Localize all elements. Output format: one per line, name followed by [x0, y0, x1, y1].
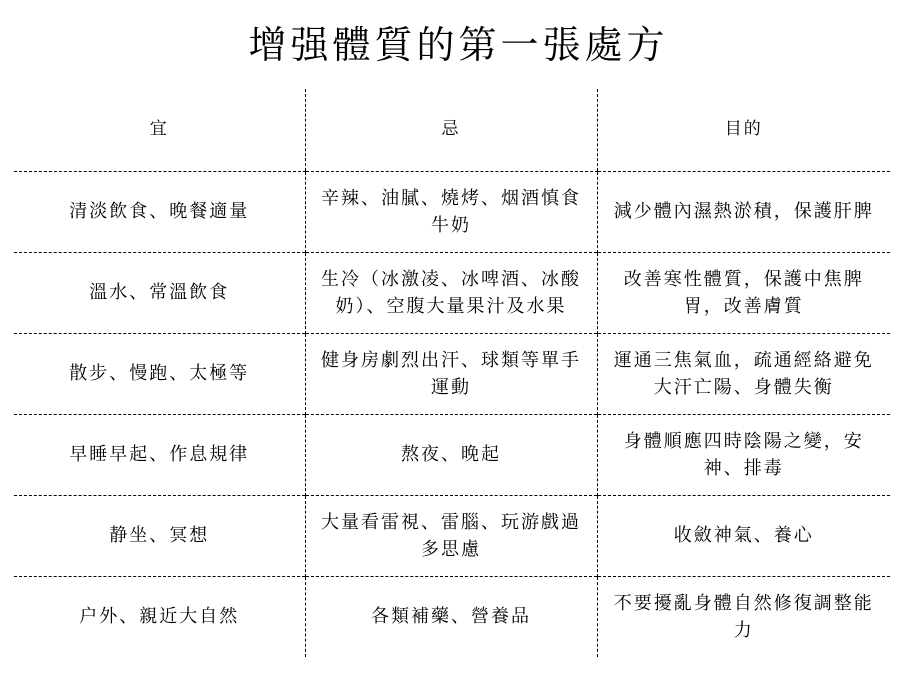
- table-row: [14, 333, 890, 414]
- table-row: [14, 171, 890, 252]
- page-title: 增强體質的第一張處方: [248, 23, 669, 67]
- table-row: [14, 414, 890, 495]
- cell-avoid: 大量看雷視、雷腦、玩游戲過多思慮: [305, 495, 597, 576]
- prescription-table: [14, 89, 890, 657]
- header-suitable: 宜: [14, 89, 305, 171]
- cell-purpose: 不要擾亂身體自然修復調整能力: [597, 576, 890, 657]
- header-avoid: 忌: [305, 89, 597, 171]
- header-row: [14, 89, 890, 171]
- cell-purpose: 改善寒性體質，保護中焦脾胃，改善膚質: [597, 252, 890, 333]
- cell-purpose: 收斂神氣、養心: [597, 495, 890, 576]
- cell-suitable: 溫水、常溫飲食: [14, 252, 305, 333]
- cell-avoid: 各類補藥、營養品: [305, 576, 597, 657]
- cell-avoid: 生冷（冰激凌、冰啤酒、冰酸奶）、空腹大量果汁及水果: [305, 252, 597, 333]
- cell-purpose: 運通三焦氣血，疏通經絡避免大汗亡陽、身體失衡: [597, 333, 890, 414]
- cell-suitable: 静坐、冥想: [14, 495, 305, 576]
- cell-suitable: 散步、慢跑、太極等: [14, 333, 305, 414]
- cell-suitable: 户外、親近大自然: [14, 576, 305, 657]
- cell-avoid: 健身房劇烈出汗、球類等單手運動: [305, 333, 597, 414]
- cell-purpose: 減少體內濕熱淤積，保護肝脾: [597, 171, 890, 252]
- cell-suitable: 早睡早起、作息規律: [14, 414, 305, 495]
- cell-avoid: 熬夜、晚起: [305, 414, 597, 495]
- cell-avoid: 辛辣、油膩、燒烤、烟酒慎食牛奶: [305, 171, 597, 252]
- table-row: [14, 252, 890, 333]
- header-purpose: 目的: [597, 89, 890, 171]
- table-row: [14, 495, 890, 576]
- cell-suitable: 清淡飲食、晚餐適量: [14, 171, 305, 252]
- cell-purpose: 身體順應四時陰陽之變，安神、排毒: [597, 414, 890, 495]
- table-row: [14, 576, 890, 657]
